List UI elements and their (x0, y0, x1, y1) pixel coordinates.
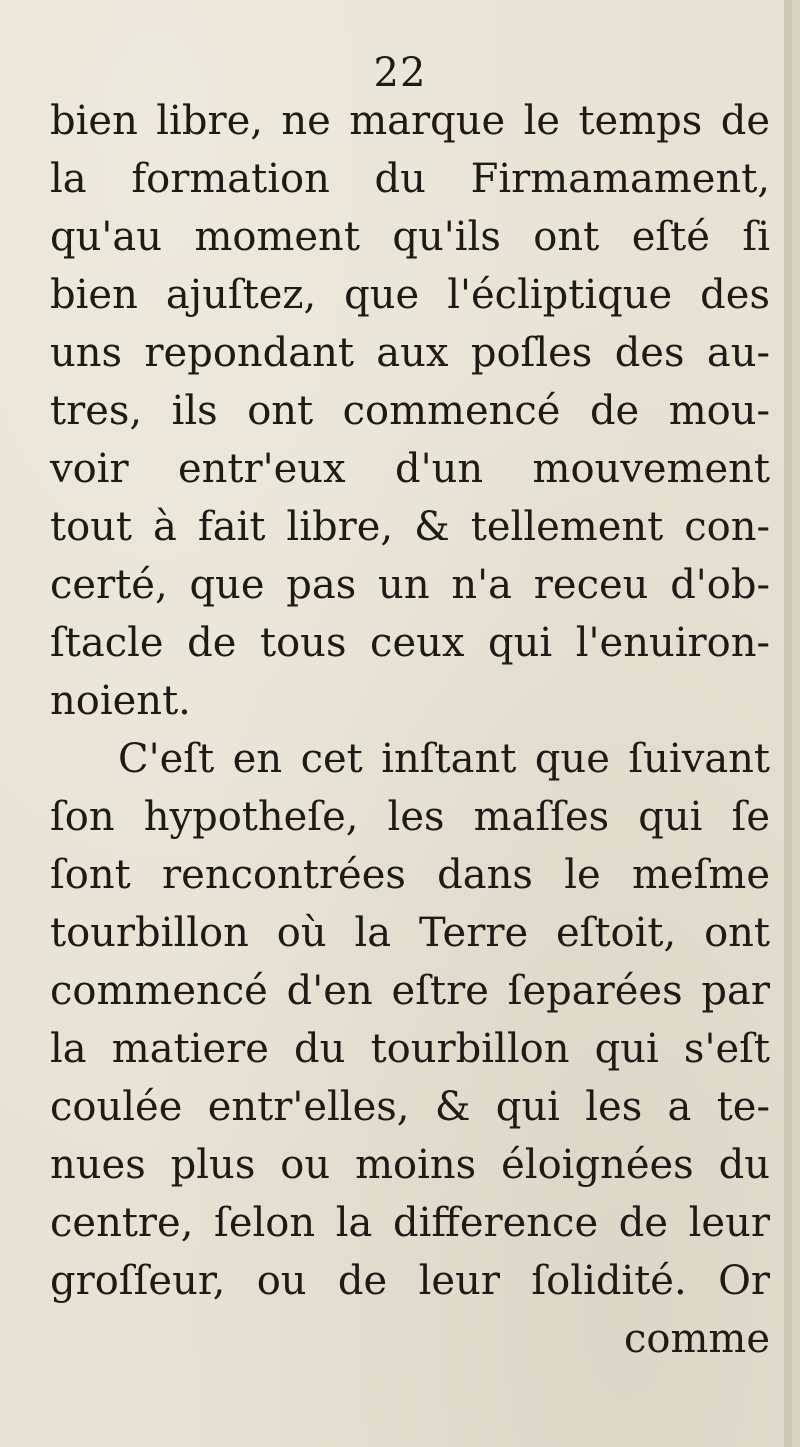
text-line: bien ajuſtez, que l'écliptique des (50, 272, 770, 318)
text-line: certé, que pas un n'a receu d'ob- (50, 562, 770, 608)
text-line: uns repondant aux poſles des au- (50, 330, 770, 376)
page-number: 22 (373, 50, 427, 96)
text-line: la matiere du tourbillon qui s'eſt (50, 1026, 770, 1072)
text-line: noient. (50, 678, 191, 724)
text-line: groſſeur, ou de leur ſolidité. Or (50, 1258, 770, 1304)
text-line: qu'au moment qu'ils ont eſté ſi (50, 214, 770, 260)
text-line: tres, ils ont commencé de mou- (50, 388, 770, 434)
page-text (50, 92, 770, 1368)
text-line: tout à fait libre, & tellement con- (50, 504, 770, 550)
text-line: ſtacle de tous ceux qui l'enuiron- (50, 620, 770, 666)
text-line: la formation du Firmamament, (50, 156, 770, 202)
text-line: centre, ſelon la difference de leur (50, 1200, 770, 1246)
text-line: bien libre, ne marque le temps de (50, 98, 770, 144)
text-line: nues plus ou moins éloignées du (50, 1142, 770, 1188)
text-line: ſont rencontrées dans le meſme (50, 852, 770, 898)
text-line: voir entr'eux d'un mouvement (50, 446, 770, 492)
text-line-paragraph-start: C'eſt en cet inſtant que ſuivant (118, 736, 770, 782)
catchword: comme (623, 1316, 770, 1362)
text-line: coulée entr'elles, & qui les a te- (50, 1084, 770, 1130)
text-line: tourbillon où la Terre eſtoit, ont (50, 910, 770, 956)
text-line: commencé d'en eſtre ſeparées par (50, 968, 770, 1014)
text-line: ſon hypotheſe, les maſſes qui ſe (50, 794, 770, 840)
